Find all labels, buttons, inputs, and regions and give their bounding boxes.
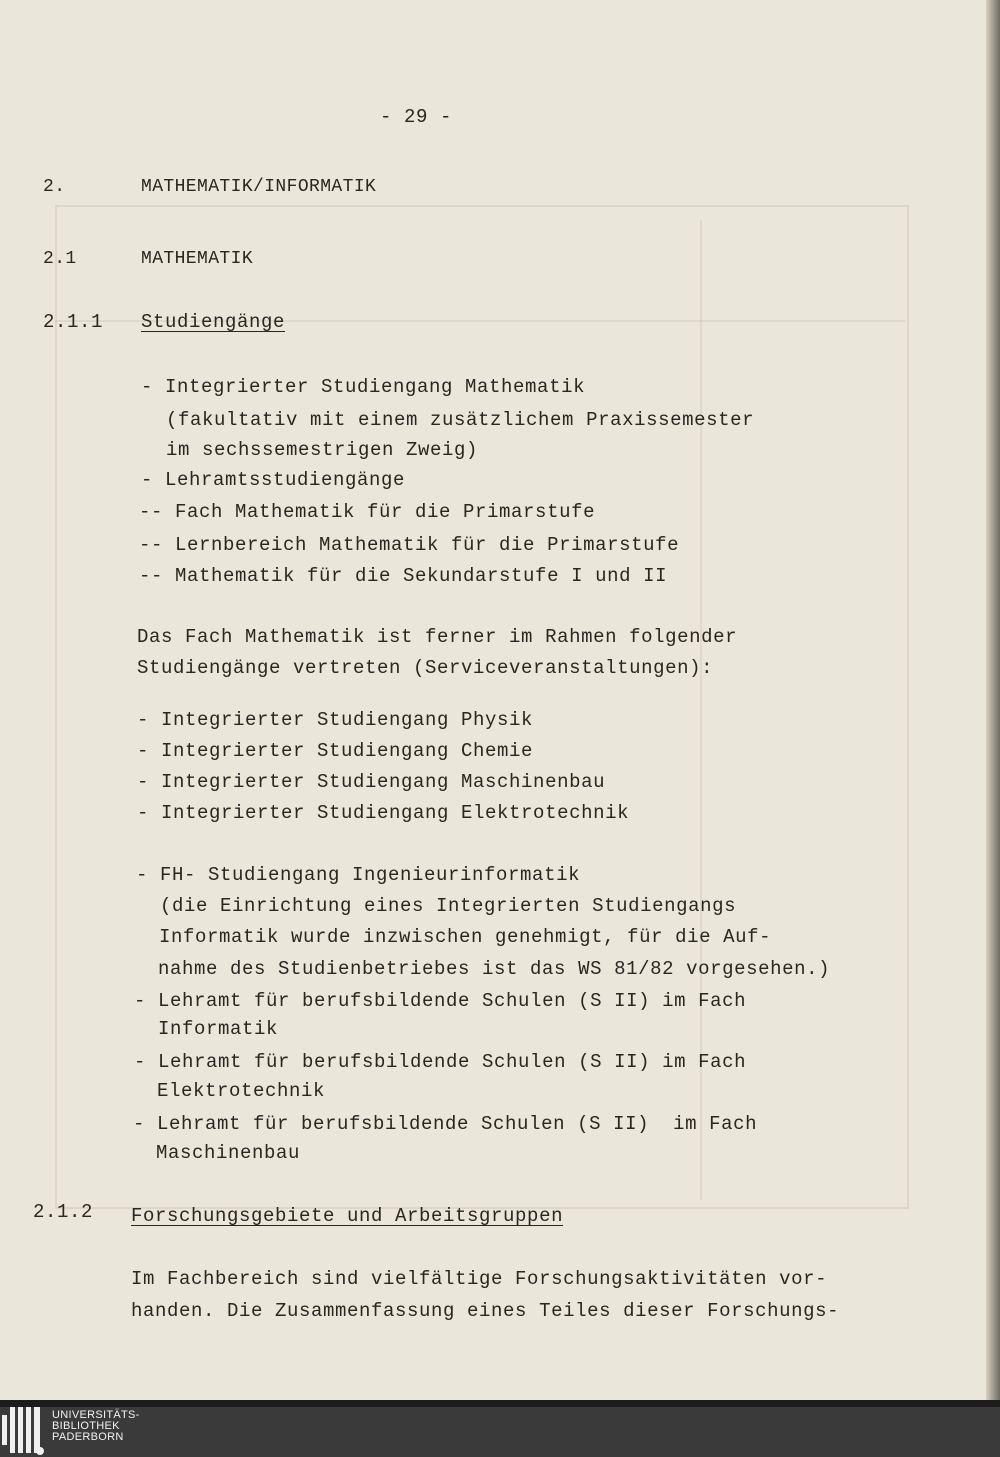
- list-item: -- Fach Mathematik für die Primarstufe: [139, 501, 596, 523]
- list-item: - Lehramtsstudiengänge: [141, 469, 406, 491]
- section-title-2-1: MATHEMATIK: [141, 249, 254, 269]
- list-item: nahme des Studienbetriebes ist das WS 81/82 vorgesehen.): [158, 958, 831, 980]
- section-title-2-1-2: Forschungsgebiete und Arbeitsgruppen: [131, 1205, 564, 1227]
- list-item: - Integrierter Studiengang Mathematik: [141, 376, 586, 398]
- list-item: - Integrierter Studiengang Maschinenbau: [137, 771, 606, 793]
- footer-rule: [0, 1400, 1000, 1407]
- section-number-2-1-1: 2.1.1: [43, 311, 104, 333]
- library-footer-bar: [0, 1400, 1000, 1457]
- list-item: -- Lernbereich Mathematik für die Primarstufe: [139, 534, 680, 556]
- library-logo-line: UNIVERSITÄTS-: [52, 1409, 140, 1421]
- list-item: -- Mathematik für die Sekundarstufe I und II: [139, 565, 668, 587]
- library-logo-icon: [0, 1407, 48, 1457]
- list-item: - Integrierter Studiengang Elektrotechnik: [137, 802, 630, 824]
- list-item: - Lehramt für berufsbildende Schulen (S II) im Fach: [134, 990, 747, 1012]
- list-item: im sechssemestrigen Zweig): [166, 439, 479, 461]
- page-number: - 29 -: [380, 106, 453, 128]
- paragraph-line: handen. Die Zusammenfassung eines Teiles dieser Forschungs-: [131, 1300, 840, 1322]
- section-number-2-1: 2.1: [43, 249, 77, 269]
- list-item: Informatik wurde inzwischen genehmigt, für die Auf-: [159, 926, 772, 948]
- list-item: Maschinenbau: [156, 1142, 301, 1164]
- section-number-2: 2.: [43, 177, 66, 197]
- book-spine-edge: [986, 0, 1000, 1400]
- paragraph-line: Im Fachbereich sind vielfältige Forschungsaktivitäten vor-: [131, 1268, 828, 1290]
- list-item: - Integrierter Studiengang Physik: [137, 709, 534, 731]
- list-item: - Lehramt für berufsbildende Schulen (S II) im Fach: [133, 1113, 758, 1135]
- paragraph-line: Das Fach Mathematik ist ferner im Rahmen folgender: [137, 626, 738, 648]
- section-title-2: MATHEMATIK/INFORMATIK: [141, 177, 377, 197]
- list-item: (die Einrichtung eines Integrierten Studiengangs: [160, 895, 737, 917]
- list-item: (fakultativ mit einem zusätzlichem Praxissemester: [166, 409, 755, 431]
- paragraph-line: Studiengänge vertreten (Serviceveranstaltungen):: [137, 657, 714, 679]
- list-item: - FH- Studiengang Ingenieurinformatik: [136, 864, 581, 886]
- library-logo-line: PADERBORN: [52, 1431, 124, 1443]
- section-number-2-1-2: 2.1.2: [33, 1201, 94, 1223]
- list-item: Informatik: [158, 1018, 279, 1040]
- section-title-2-1-1: Studiengänge: [141, 311, 286, 333]
- list-item: - Integrierter Studiengang Chemie: [137, 740, 534, 762]
- list-item: - Lehramt für berufsbildende Schulen (S II) im Fach: [134, 1051, 747, 1073]
- library-logo-line: BIBLIOTHEK: [52, 1420, 120, 1432]
- list-item: Elektrotechnik: [157, 1080, 326, 1102]
